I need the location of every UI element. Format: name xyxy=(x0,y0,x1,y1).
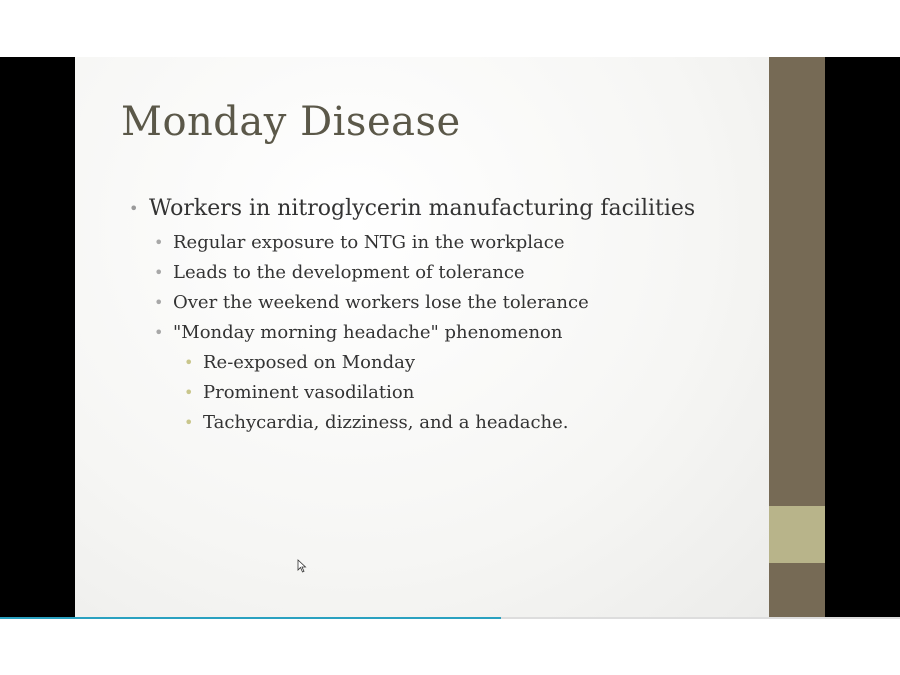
slide-sidebar-decoration xyxy=(769,57,825,618)
bullet-list xyxy=(127,194,747,438)
bullet-icon: • xyxy=(154,293,164,312)
bullet-item xyxy=(127,194,747,228)
bullet-text: Prominent vasodilation xyxy=(203,382,415,403)
bullet-text: "Monday morning headache" phenomenon xyxy=(173,322,563,343)
sidebar-accent-block xyxy=(769,506,825,563)
bullet-icon: • xyxy=(129,199,139,218)
bullet-text: Regular exposure to NTG in the workplace xyxy=(173,232,565,253)
bullet-text: Re-exposed on Monday xyxy=(203,352,416,373)
video-progress-bar[interactable] xyxy=(0,617,900,619)
bullet-item xyxy=(127,408,747,438)
bullet-item xyxy=(127,288,747,318)
bullet-text: Tachycardia, dizziness, and a headache. xyxy=(203,412,569,433)
slide-title: Monday Disease xyxy=(121,99,461,145)
bullet-icon: • xyxy=(184,353,194,372)
bullet-text: Leads to the development of tolerance xyxy=(173,262,525,283)
bullet-icon: • xyxy=(184,383,194,402)
bullet-item xyxy=(127,318,747,348)
bullet-item xyxy=(127,348,747,378)
bullet-text: Over the weekend workers lose the tolerance xyxy=(173,292,589,313)
presentation-slide xyxy=(75,57,769,618)
bullet-item xyxy=(127,378,747,408)
mouse-cursor-icon xyxy=(297,559,307,573)
bullet-icon: • xyxy=(154,263,164,282)
bullet-item xyxy=(127,258,747,288)
bullet-icon: • xyxy=(184,413,194,432)
bullet-icon: • xyxy=(154,233,164,252)
video-progress-fill xyxy=(0,617,501,619)
bullet-text: Workers in nitroglycerin manufacturing facilities xyxy=(149,196,696,221)
bullet-item xyxy=(127,228,747,258)
bullet-icon: • xyxy=(154,323,164,342)
